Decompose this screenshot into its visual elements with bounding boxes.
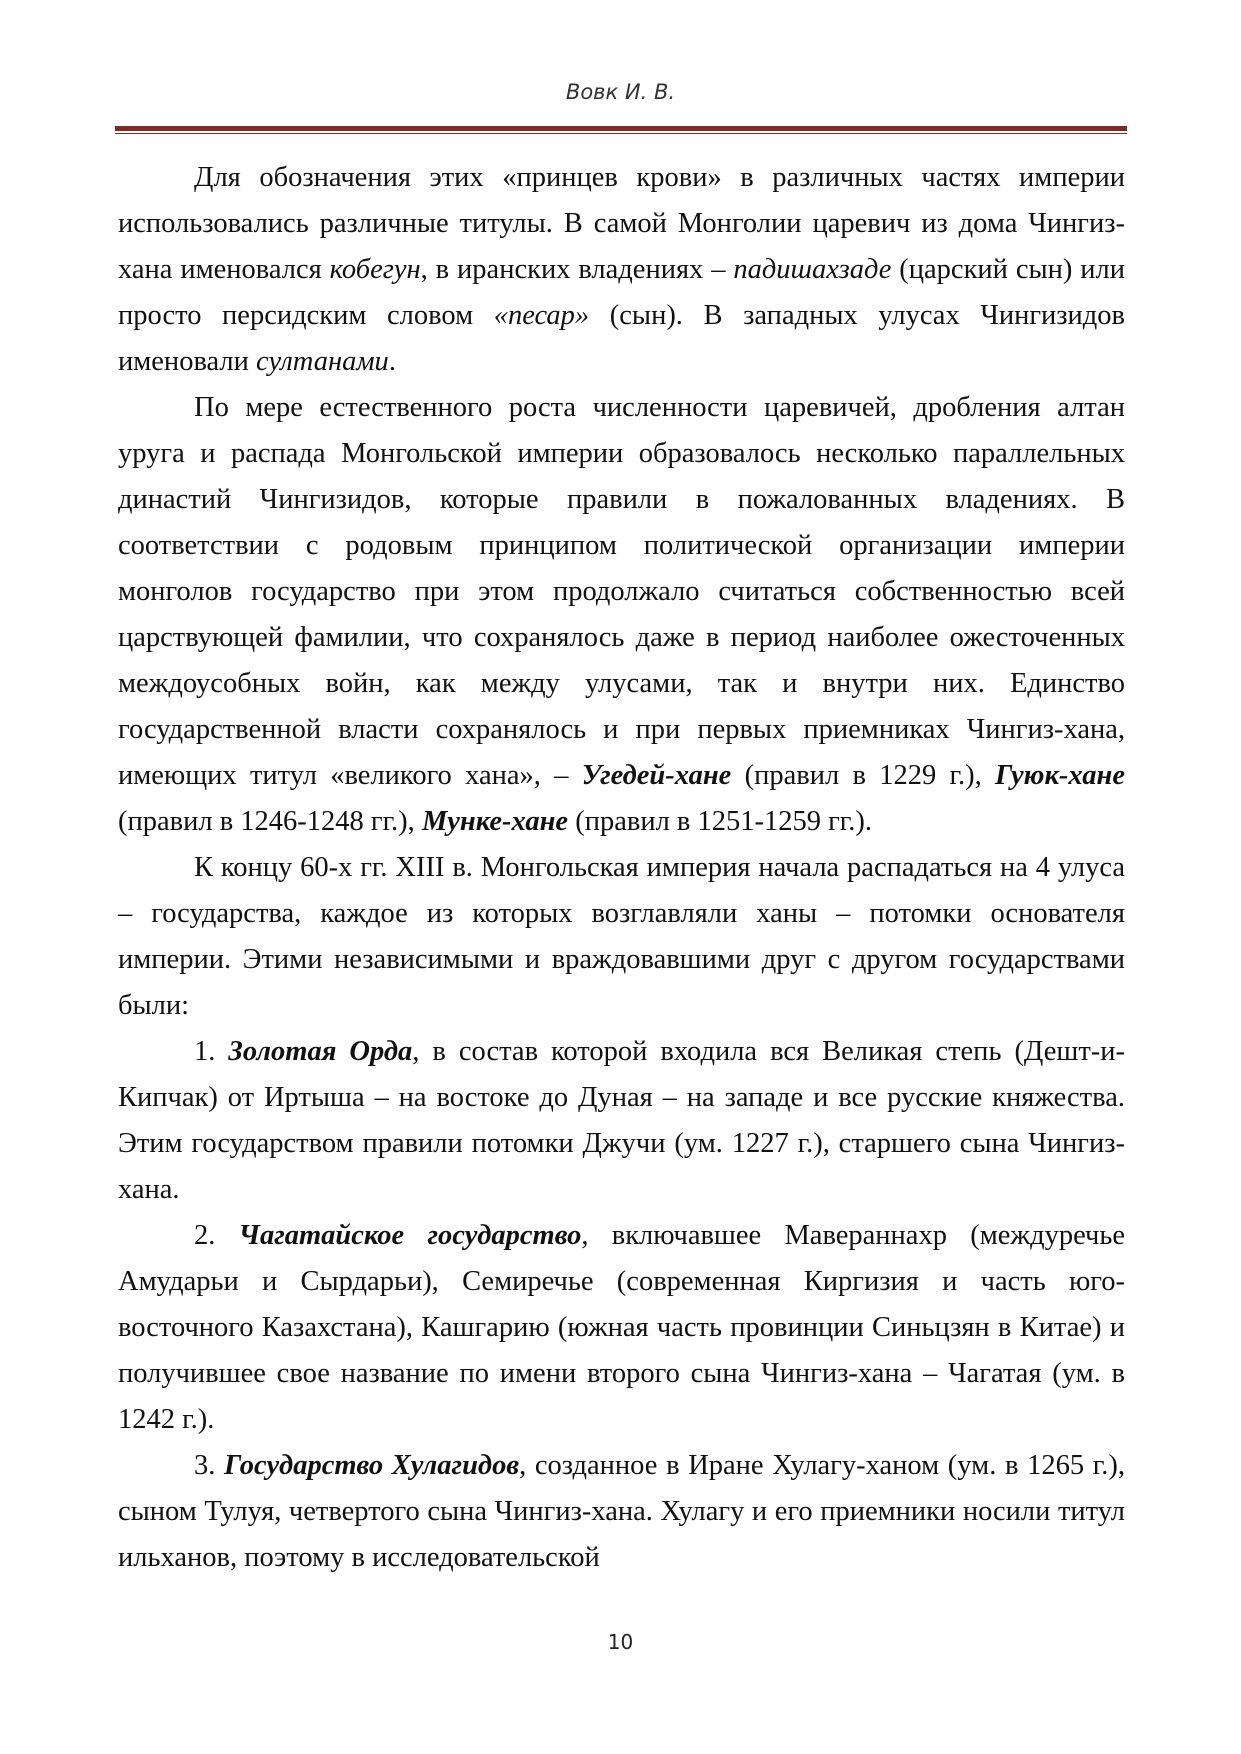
name-ugedei: Угедей-хане <box>581 760 732 791</box>
list-item-2-number: 2. <box>194 1220 239 1251</box>
paragraph-3-seg-1: К концу 60-х гг. XIII в. Монгольская империя начала распадаться на 4 улуса – государства, каждое из которых возглавляли ханы – потомки основателя империи. Этими независимыми и враждовавшими друг с другом государствами были: <box>118 852 1125 1021</box>
paragraph-1-seg-7: (сын). В западных улусах Чингизидов именовали <box>118 300 1126 377</box>
paragraph-3 <box>118 845 1125 1029</box>
paragraph-2-seg-3: (правил в 1229 г.), <box>731 760 996 791</box>
state-chagatai: Чагатайское государство <box>238 1220 582 1251</box>
list-item-3-text: , созданное в Иране Хулагу-ханом (ум. в 1265 г.), сыном Тулуя, четвертого сына Чингиз-хана. Хулагу и его приемники носили титул ильханов, поэтому в исследовательской <box>118 1450 1126 1573</box>
state-golden-horde: Золотая Орда <box>228 1036 413 1067</box>
paragraph-2 <box>118 385 1125 845</box>
paragraph-1-seg-3: , в иранских владениях – <box>420 254 734 285</box>
term-pesar: «песар» <box>493 300 590 331</box>
paragraph-2-seg-5: (правил в 1246-1248 гг.), <box>118 806 422 837</box>
list-item-2 <box>118 1213 1125 1443</box>
name-guyuk: Гуюк-хане <box>995 760 1125 791</box>
paragraph-1-seg-5: (царский сын) или просто персидским словом <box>118 254 1125 331</box>
paragraph-1-seg-1: Для обозначения этих «принцев крови» в различных частях империи использовались различные титулы. В самой Монголии царевич из дома Чингиз-хана именовался <box>118 162 1125 285</box>
paragraph-1 <box>118 155 1125 385</box>
paragraph-2-seg-7: (правил в 1251-1259 гг.). <box>568 806 873 837</box>
state-hulagids: Государство Хулагидов <box>224 1450 520 1481</box>
body-text <box>118 155 1125 1581</box>
list-item-2-text: , включавшее Мавераннахр (междуречье Амударьи и Сырдарьи), Семиречье (современная Киргизия и часть юго-восточного Казахстана), Кашгарию (южная часть провинции Синьцзян в Китае) и получившее свое название по имени второго сына Чингиз-хана – Чагатая (ум. в 1242 г.). <box>118 1220 1126 1435</box>
term-padishahzade: падишахзаде <box>733 254 892 285</box>
paragraph-1-seg-9: . <box>388 346 396 377</box>
list-item-3-number: 3. <box>194 1450 225 1481</box>
header-rule-thin <box>115 133 1127 134</box>
list-item-1 <box>118 1029 1125 1213</box>
list-item-3 <box>118 1443 1125 1581</box>
running-head-author: Вовк И. В. <box>565 80 676 104</box>
name-munke: Мунке-хане <box>421 806 569 837</box>
paragraph-2-seg-1: По мере естественного роста численности царевичей, дробления алтан уруга и распада Монгольской империи образовалось несколько параллельных династий Чингизидов, которые правили в пожалованных владениях. В соответствии с родовым принципом политической организации империи монголов государство при этом продолжало считаться собственностью всей царствующей фамилии, что сохранялось даже в период наиболее ожесточенных междоусобных войн, как между улусами, так и внутри них. Единство государственной власти сохранялось и при первых приемниках Чингиз-хана, имеющих титул «великого хана», – <box>118 392 1125 791</box>
header-rule-thick <box>115 126 1127 131</box>
list-item-1-number: 1. <box>194 1036 229 1067</box>
term-sultany: султанами <box>256 346 389 377</box>
term-kobegun: кобегун <box>329 254 421 285</box>
list-item-1-text: , в состав которой входила вся Великая степь (Дешт-и-Кипчак) от Иртыша – на востоке до Дуная – на западе и все русские княжества. Этим государством правили потомки Джучи (ум. 1227 г.), старшего сына Чингиз-хана. <box>118 1036 1126 1205</box>
page-number: 10 <box>607 1630 634 1654</box>
